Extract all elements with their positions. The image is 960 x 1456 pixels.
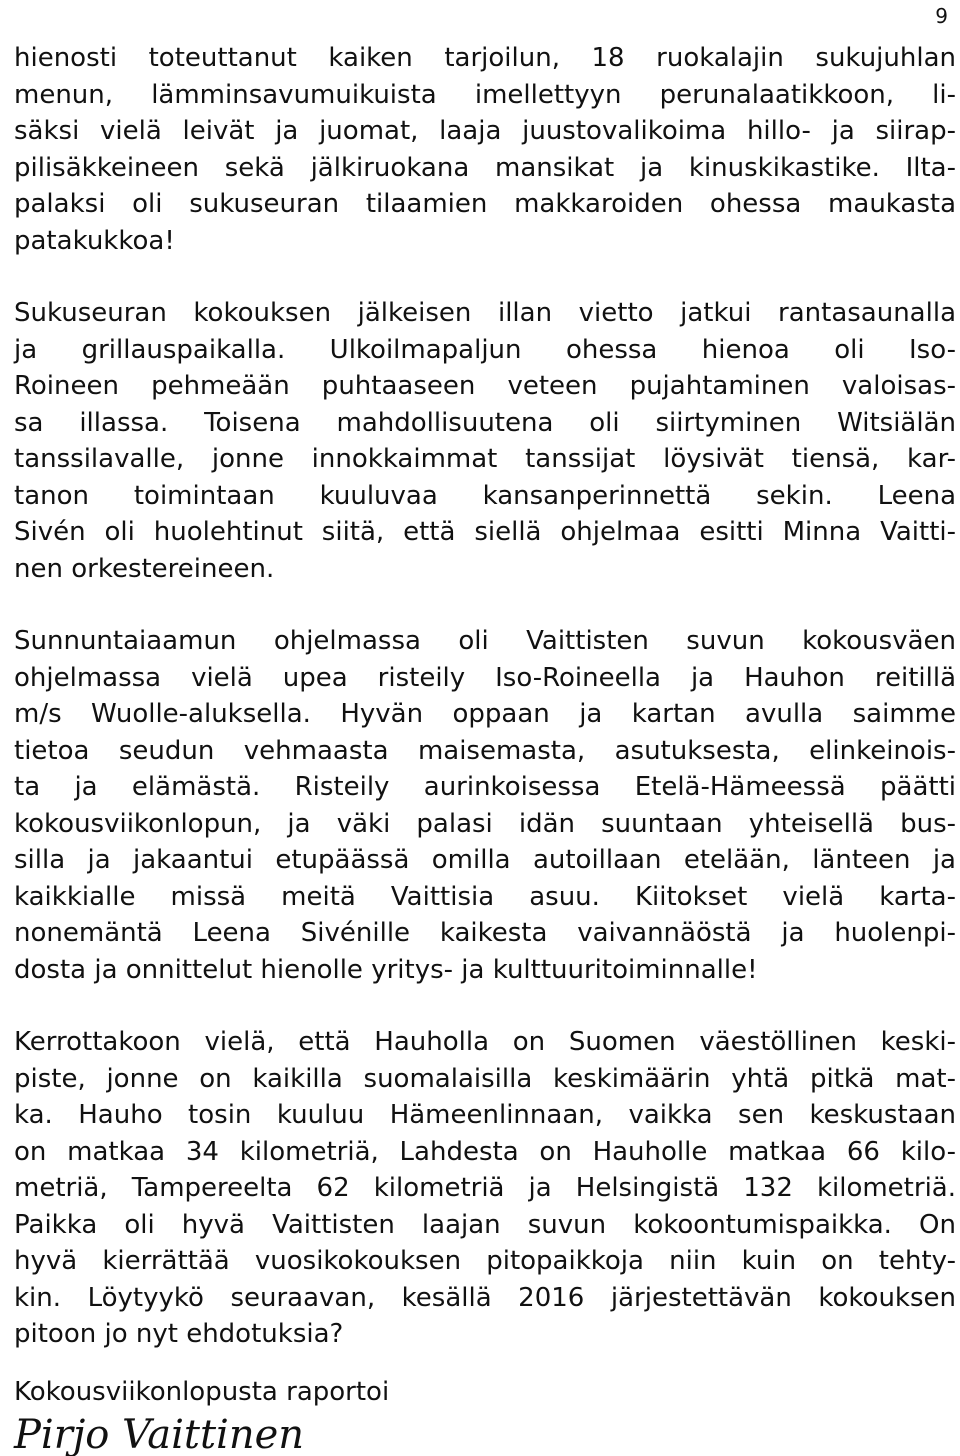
text-line: kin. Löytyykö seuraavan, kesällä 2016 järjestettävän kokouksen [14,1282,956,1313]
paragraph [14,1024,956,1353]
text-line: pitoon jo nyt ehdotuksia? [14,1319,344,1349]
text-line: Kerrottakoon vielä, että Hauholla on Suomen väestöllinen keski- [14,1027,956,1057]
text-line: pilisäkkeineen sekä jälkiruokana mansikat ja kinuskikastike. Ilta- [14,152,956,183]
text-line: silla ja jakaantui etupäässä omilla autoillaan etelään, länteen ja [14,845,956,875]
text-line: palaksi oli sukuseuran tilaamien makkaroiden ohessa maukasta [14,189,956,219]
text-line: Sunnuntaiaamun ohjelmassa oli Vaittisten suvun kokousväen [14,626,956,656]
text-line: nen orkestereineen. [14,553,275,584]
article-body [14,40,956,1353]
text-line: ta ja elämästä. Risteily aurinkoisessa Etelä-Hämeessä päätti [14,772,956,802]
text-line: tanssilavalle, jonne innokkaimmat tanssijat löysivät tiensä, kar- [14,444,956,474]
text-line: Paikka oli hyvä Vaittisten laajan suvun kokoontumispaikka. On [14,1209,956,1240]
text-line: Sivén oli huolehtinut siitä, että siellä ohjelmaa esitti Minna Vaitti- [14,517,956,547]
text-line: hyvä kierrättää vuosikokouksen pitopaikkoja niin kuin on tehty- [14,1246,956,1276]
text-line: kaikkialle missä meitä Vaittisia asuu. Kiitokset vielä karta- [14,881,956,912]
paragraph [14,40,956,259]
paragraph-gap [14,259,956,295]
text-line: nonemäntä Leena Sivénille kaikesta vaivannäöstä ja huolenpi- [14,918,956,948]
text-line: dosta ja onnittelut hienolle yritys- ja kulttuuritoiminnalle! [14,954,758,985]
text-line: Roineen pehmeään puhtaaseen veteen pujahtaminen valoisas- [14,371,956,401]
closing-line: Kokousviikonlopusta raportoi [14,1377,390,1407]
text-line: ohjelmassa vielä upea risteily Iso-Roineella ja Hauhon reitillä [14,662,956,693]
text-line: hienosti toteuttanut kaiken tarjoilun, 18 ruokalajin sukujuhlan [14,43,956,73]
text-line: metriä, Tampereelta 62 kilometriä ja Helsingistä 132 kilometriä. [14,1173,956,1203]
text-line: sa illassa. Toisena mahdollisuutena oli siirtyminen Witsiälän [14,407,956,438]
text-line: tanon toimintaan kuuluvaa kansanperinnettä sekin. Leena [14,480,956,511]
signature-text: Pirjo Vaittinen [14,1412,305,1456]
text-line: ja grillauspaikalla. Ulkoilmapaljun ohessa hienoa oli Iso- [14,334,956,365]
text-line: patakukkoa! [14,225,175,256]
text-line: piste, jonne on kaikilla suomalaisilla keskimäärin yhtä pitkä mat- [14,1063,956,1094]
signature [8,1410,305,1456]
text-line: on matkaa 34 kilometriä, Lahdesta on Hauholle matkaa 66 kilo- [14,1136,956,1167]
text-line: tietoa seudun vehmaasta maisemasta, asutuksesta, elinkeinois- [14,735,956,766]
text-line: Sukuseuran kokouksen jälkeisen illan vietto jatkui rantasaunalla [14,298,956,328]
paragraph [14,623,956,988]
page-number: 9 [935,4,948,28]
text-line: m/s Wuolle-aluksella. Hyvän oppaan ja kartan avulla saimme [14,699,956,729]
text-line: menun, lämminsavumuikuista imellettyyn perunalaatikkoon, li- [14,79,956,110]
text-line: kokousviikonlopun, ja väki palasi idän suuntaan yhteisellä bus- [14,808,956,839]
text-line: säksi vielä leivät ja juomat, laaja juustovalikoima hillo- ja siirap- [14,116,956,146]
text-line: ka. Hauho tosin kuuluu Hämeenlinnaan, vaikka sen keskustaan [14,1100,956,1130]
paragraph [14,295,956,587]
paragraph-gap [14,587,956,623]
paragraph-gap [14,988,956,1024]
